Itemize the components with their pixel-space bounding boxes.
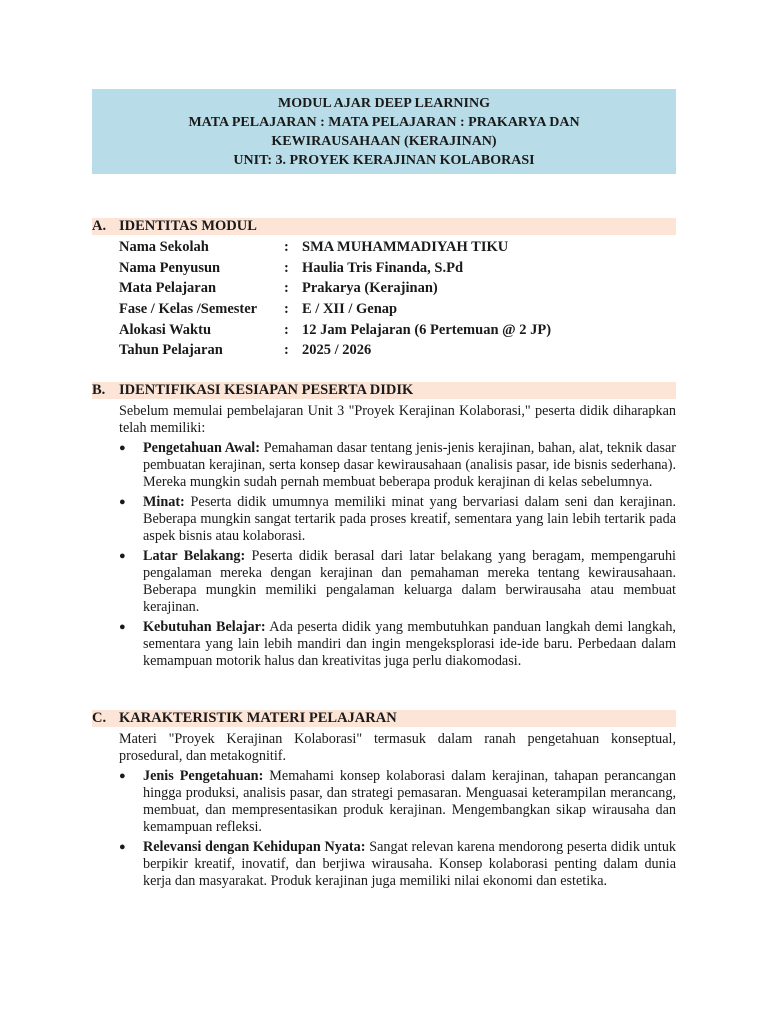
bullet-text: Peserta didik berasal dari latar belakang yang beragam, mempengaruhi pengalaman mereka dengan kerajinan dan pemahaman mereka tentang kewirausahaan. Beberapa mungkin memiliki pengalaman keluarga dalam berwirausaha atau membuat kerajinan. — [143, 548, 676, 615]
list-item — [119, 548, 676, 616]
identity-colon: : — [284, 342, 289, 359]
identity-label: Tahun Pelajaran — [119, 342, 223, 359]
identity-label: Alokasi Waktu — [119, 321, 212, 338]
bullet-term: Kebutuhan Belajar: — [143, 619, 266, 635]
identity-value: SMA MUHAMMADIYAH TIKU — [302, 239, 509, 255]
identity-colon: : — [284, 301, 289, 318]
identity-row — [119, 340, 679, 361]
identity-colon: : — [284, 321, 289, 338]
section-a-letter: A. — [92, 218, 107, 234]
section-c-bullet-list — [119, 768, 676, 893]
identity-colon: : — [284, 239, 289, 255]
identity-label: Nama Penyusun — [119, 259, 221, 276]
identity-row — [119, 299, 679, 320]
identity-value: 2025 / 2026 — [302, 342, 372, 359]
identity-table — [119, 237, 679, 361]
bullet-term: Relevansi dengan Kehidupan Nyata: — [143, 839, 366, 855]
list-item — [119, 768, 676, 836]
section-b-bullet-list — [119, 440, 676, 673]
identity-label: Fase / Kelas /Semester — [119, 301, 258, 318]
identity-value: E / XII / Genap — [302, 301, 398, 318]
bullet-text: Peserta didik umumnya memiliki minat yang bervariasi dalam seni dan kerajinan. Beberapa mungkin sangat tertarik pada proses kreatif, sementara yang lain lebih tertarik pada aspek bisnis atau kolaborasi. — [143, 494, 676, 544]
bullet-text: Ada peserta didik yang membutuhkan panduan langkah demi langkah, sementara yang lain lebih mandiri dan ingin mengeksplorasi ide-ide baru. Perbedaan dalam kemampuan motorik halus dan kreativitas juga perlu diakomodasi. — [143, 619, 676, 669]
identity-colon: : — [284, 259, 289, 276]
bullet-icon: ● — [119, 550, 126, 562]
section-c-heading — [92, 710, 676, 727]
identity-row — [119, 320, 679, 341]
identity-value: Haulia Tris Finanda, S.Pd — [302, 259, 464, 276]
identity-row — [119, 258, 679, 279]
header-line-1: MODUL AJAR DEEP LEARNING — [278, 96, 490, 111]
section-a-title: IDENTITAS MODUL — [119, 218, 257, 234]
list-item — [119, 494, 676, 545]
section-b-intro: Sebelum memulai pembelajaran Unit 3 "Proyek Kerajinan Kolaborasi," peserta didik diharapkan telah memiliki: — [119, 403, 676, 436]
bullet-text: Memahami konsep kolaborasi dalam kerajinan, tahapan perancangan hingga produksi, analisis pasar, dan strategi pemasaran. Menguasai keterampilan merancang, membuat, dan mempresentasikan produk kerajinan. Mengembangkan sikap wirausaha dan kemampuan refleksi. — [143, 768, 676, 835]
section-c-title: KARAKTERISTIK MATERI PELAJARAN — [119, 710, 397, 726]
bullet-text: Sangat relevan karena mendorong peserta didik untuk berpikir kreatif, inovatif, dan berjiwa wirausaha. Konsep kolaborasi penting dalam dunia kerja dan masyarakat. Produk kerajinan juga memiliki nilai ekonomi dan estetika. — [143, 839, 677, 889]
section-c-letter: C. — [92, 710, 107, 726]
bullet-term: Pengetahuan Awal: — [143, 440, 260, 456]
bullet-term: Latar Belakang: — [143, 548, 246, 564]
identity-label: Mata Pelajaran — [119, 280, 217, 297]
section-b-letter: B. — [92, 382, 106, 398]
bullet-term: Jenis Pengetahuan: — [143, 768, 264, 784]
identity-row — [119, 278, 679, 299]
bullet-icon: ● — [119, 621, 126, 633]
header-line-4: UNIT: 3. PROYEK KERAJINAN KOLABORASI — [233, 153, 535, 168]
bullet-icon: ● — [119, 496, 126, 508]
identity-value: 12 Jam Pelajaran (6 Pertemuan @ 2 JP) — [302, 321, 552, 338]
identity-colon: : — [284, 280, 289, 297]
section-a-heading — [92, 218, 676, 235]
bullet-icon: ● — [119, 770, 126, 782]
bullet-term: Minat: — [143, 494, 185, 510]
identity-value: Prakarya (Kerajinan) — [302, 280, 438, 297]
list-item — [119, 440, 676, 491]
list-item — [119, 619, 676, 670]
identity-label: Nama Sekolah — [119, 239, 209, 255]
section-c-intro: Materi "Proyek Kerajinan Kolaborasi" termasuk dalam ranah pengetahuan konseptual, prosedural, dan metakognitif. — [119, 731, 676, 764]
header-line-3: KEWIRAUSAHAAN (KERAJINAN) — [271, 134, 497, 149]
list-item — [119, 839, 676, 890]
section-b-title: IDENTIFIKASI KESIAPAN PESERTA DIDIK — [119, 382, 414, 398]
bullet-icon: ● — [119, 442, 126, 454]
bullet-icon: ● — [119, 841, 126, 853]
identity-row — [119, 237, 679, 258]
module-header — [92, 89, 676, 174]
section-b-heading — [92, 382, 676, 399]
header-line-2: MATA PELAJARAN : MATA PELAJARAN : PRAKARYA DAN — [188, 115, 580, 130]
bullet-text: Pemahaman dasar tentang jenis-jenis kerajinan, bahan, alat, teknik dasar pembuatan kerajinan, serta konsep dasar kewirausahaan (analisis pasar, ide bisnis sederhana). Mereka mungkin sudah pernah membuat beberapa produk kerajinan di kelas sebelumnya. — [143, 440, 676, 490]
